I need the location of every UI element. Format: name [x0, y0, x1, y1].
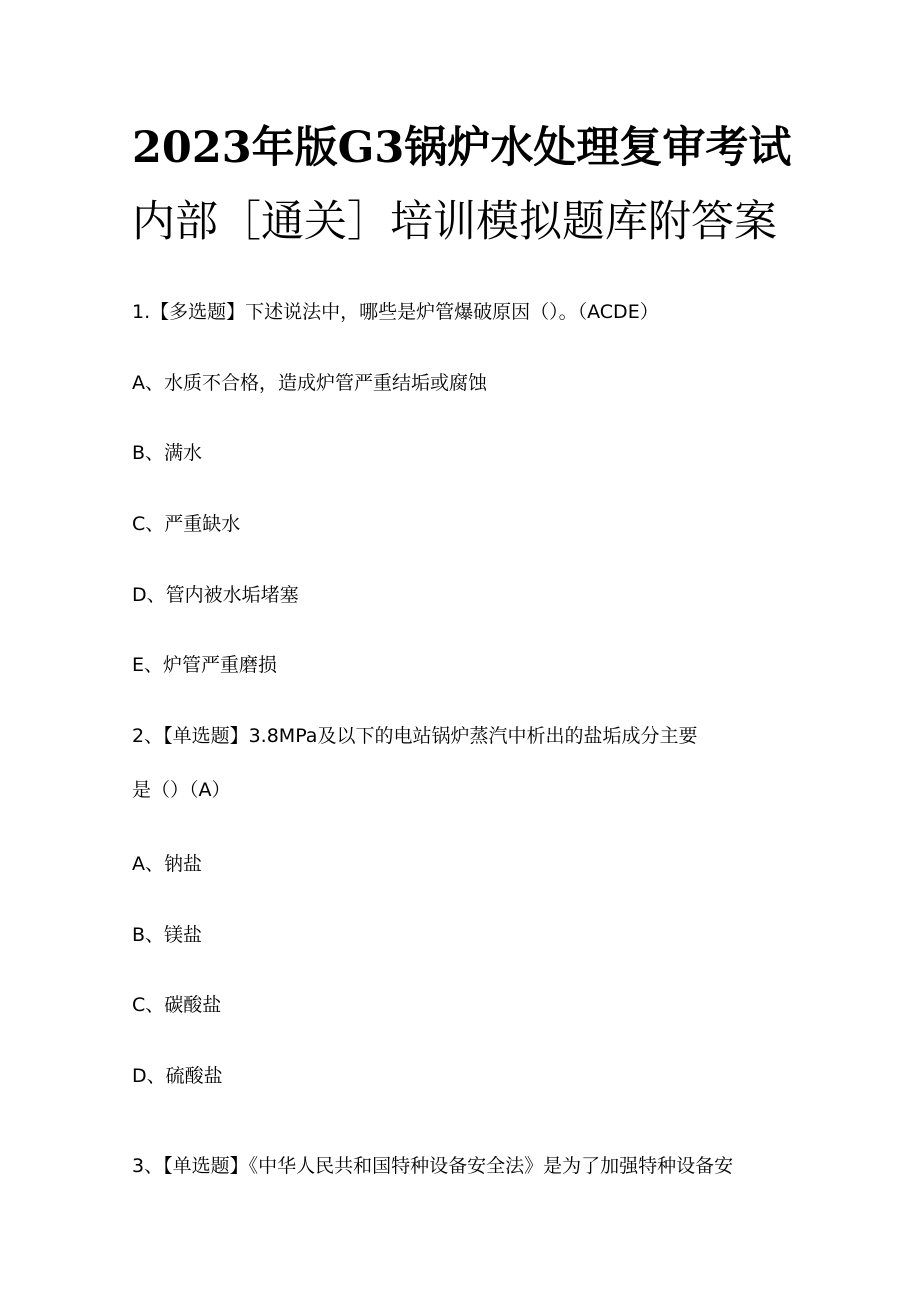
- question-1-option-b: B、满水: [132, 442, 203, 464]
- question-1-stem: 1.【多选题】下述说法中，哪些是炉管爆破原因（）。（ACDE）: [132, 301, 659, 323]
- question-2-option-c: C、碳酸盐: [132, 994, 222, 1016]
- question-2-stem-line-2: 是（）（A）: [132, 779, 231, 801]
- question-3-stem: 3、【单选题】《中华人民共和国特种设备安全法》是为了加强特种设备安: [132, 1155, 734, 1177]
- question-1-option-a: A、水质不合格，造成炉管严重结垢或腐蚀: [132, 372, 487, 394]
- question-1-option-e: E、炉管严重磨损: [132, 654, 278, 676]
- question-1-option-d: D、管内被水垢堵塞: [132, 584, 299, 606]
- question-2-stem-line-1: 2、【单选题】3.8MPa及以下的电站锅炉蒸汽中析出的盐垢成分主要: [132, 725, 698, 747]
- document-title-line-1: 2023年版G3锅炉水处理复审考试: [132, 123, 792, 173]
- question-2-option-b: B、镁盐: [132, 924, 203, 946]
- document-title-line-2: 内部［通关］培训模拟题库附答案: [132, 197, 777, 247]
- question-2-option-a: A、钠盐: [132, 853, 202, 875]
- question-1-option-c: C、严重缺水: [132, 513, 241, 535]
- question-2-option-d: D、硫酸盐: [132, 1065, 223, 1087]
